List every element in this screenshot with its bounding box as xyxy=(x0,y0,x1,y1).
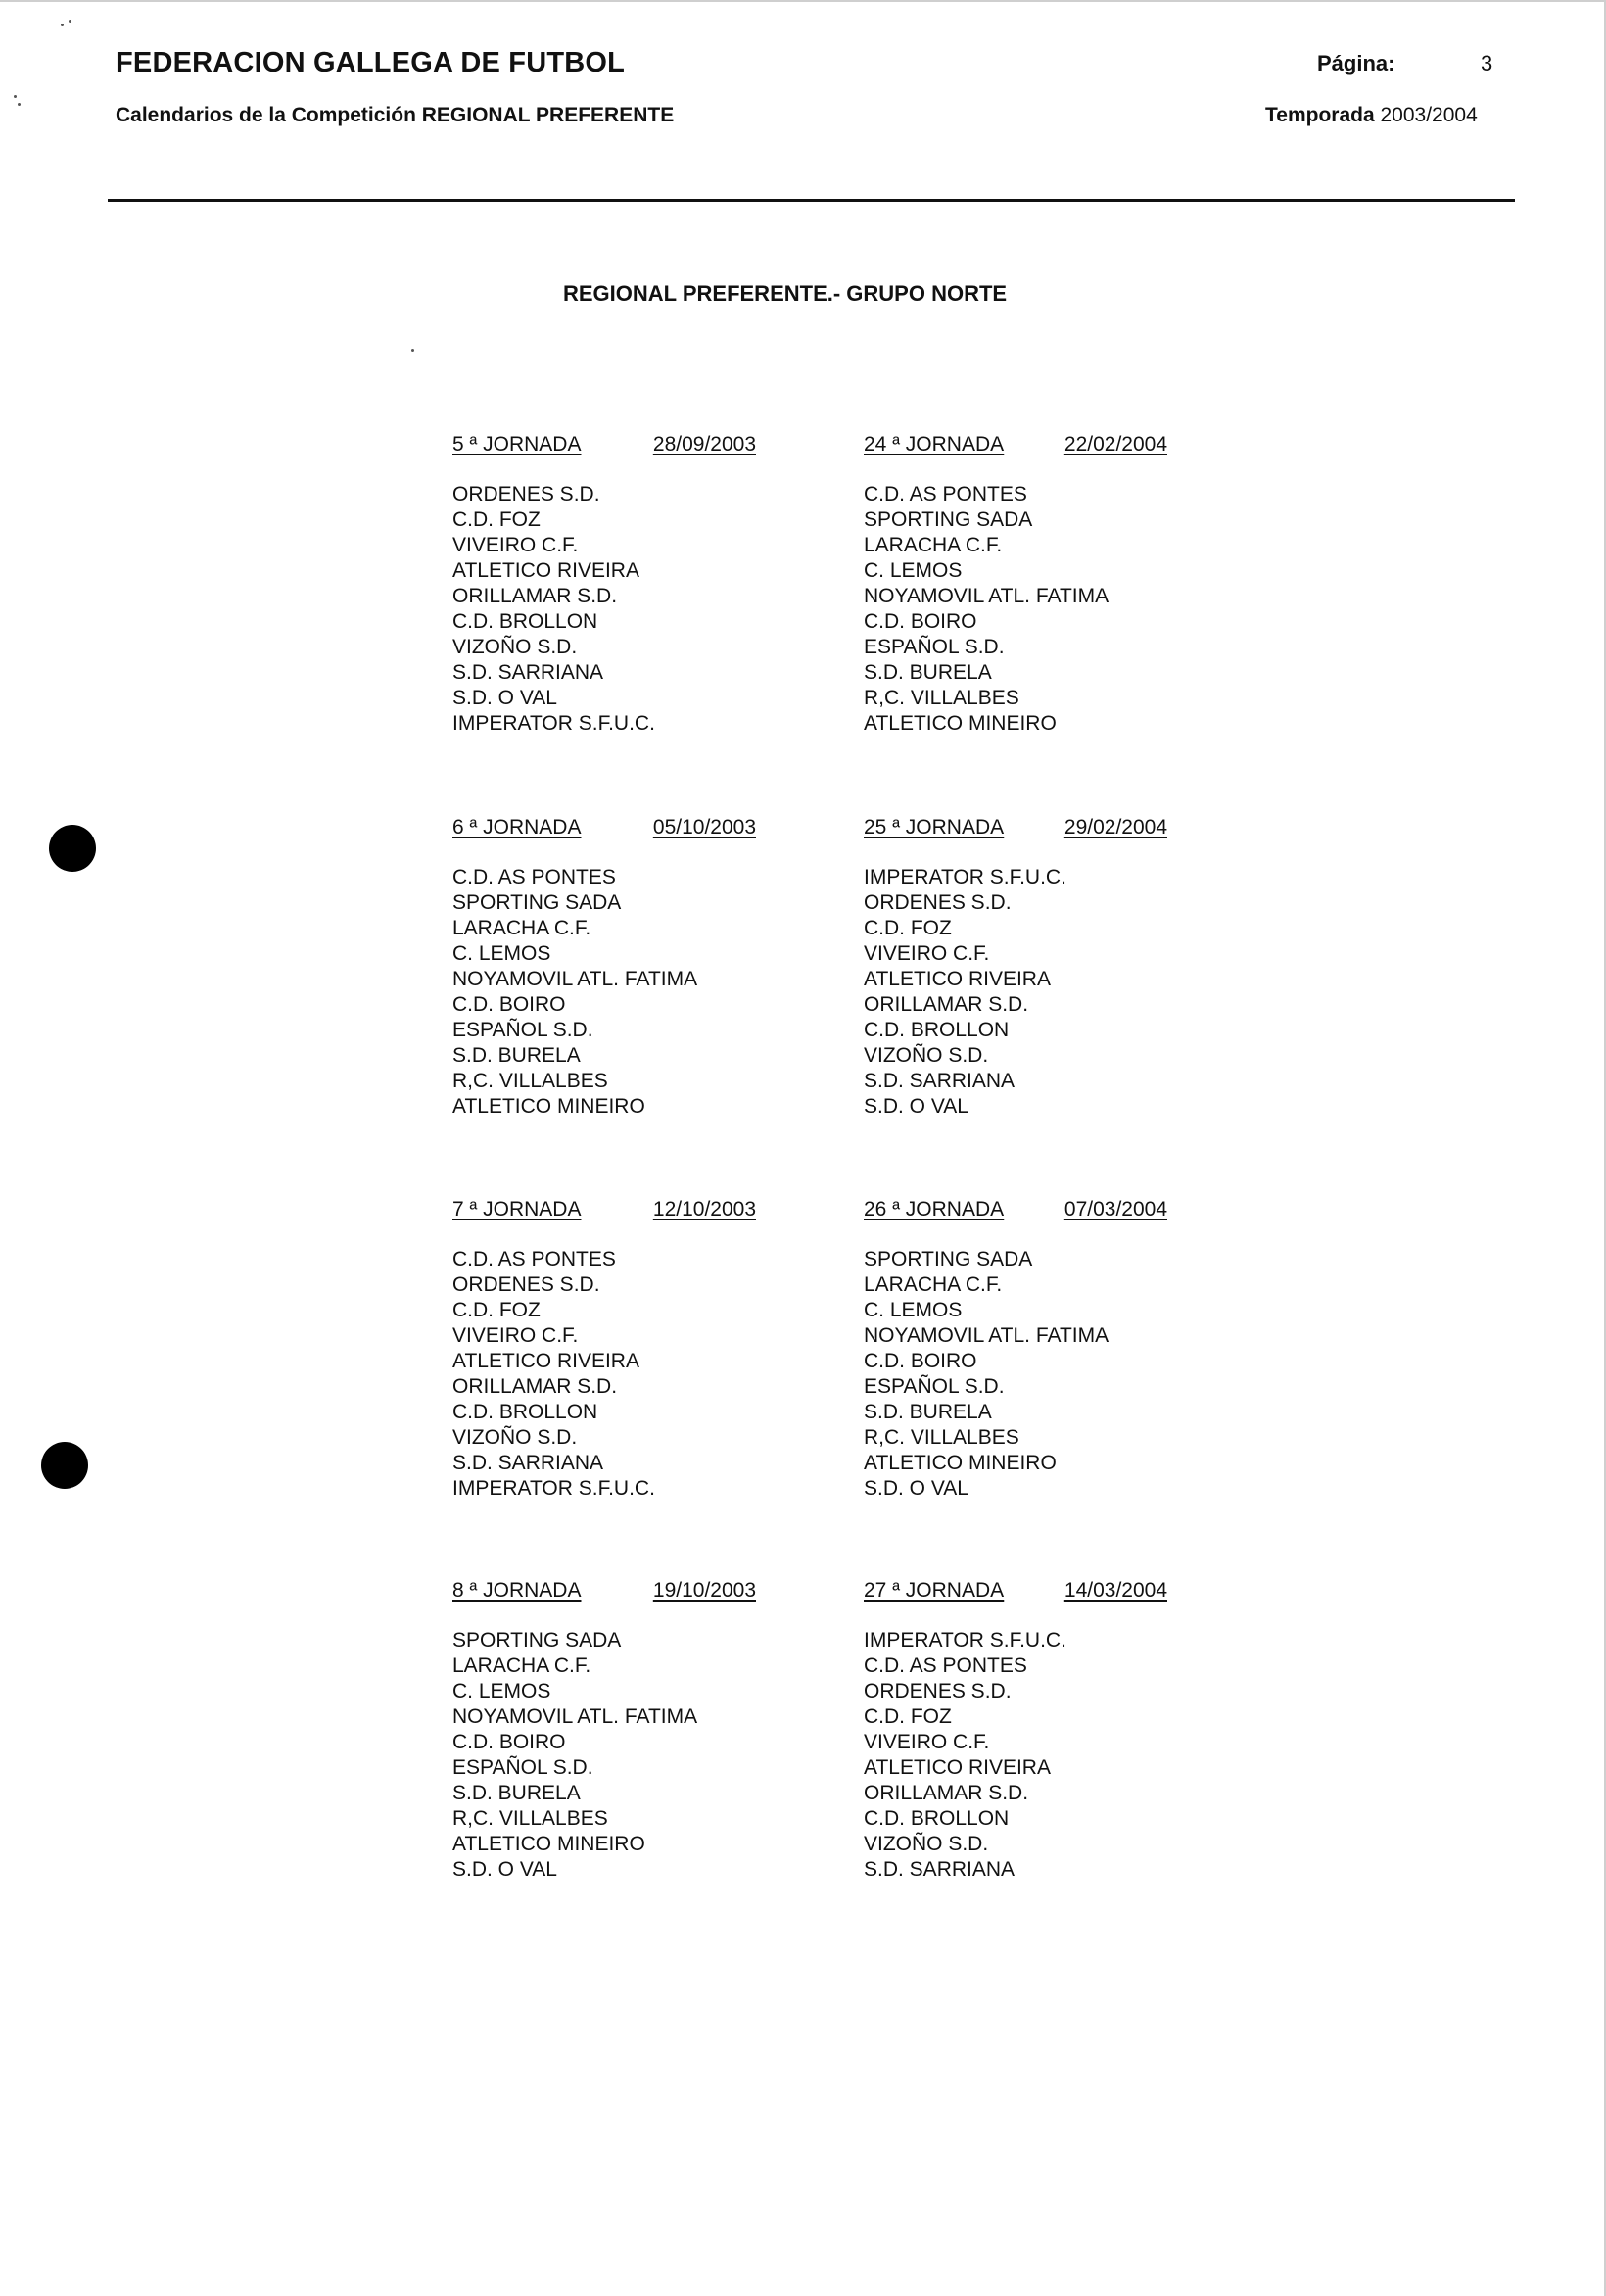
round-name: 24 ª JORNADA xyxy=(864,433,1005,455)
team-name: ORILLAMAR S.D. xyxy=(864,993,1029,1016)
team-name: S.D. SARRIANA xyxy=(452,1452,604,1474)
round-date: 19/10/2003 xyxy=(652,1579,756,1602)
round-header xyxy=(452,433,756,456)
team-name: C.D. BROLLON xyxy=(864,1807,1010,1830)
team-name: C.D. BROLLON xyxy=(864,1019,1010,1041)
scan-speck xyxy=(69,20,71,23)
competition-subtitle: Calendarios de la Competición REGIONAL PREFERENTE xyxy=(116,104,675,126)
round-date: 29/02/2004 xyxy=(1063,816,1167,838)
round-date: 12/10/2003 xyxy=(652,1198,756,1220)
round-date: 07/03/2004 xyxy=(1063,1198,1167,1220)
season xyxy=(1265,104,1478,127)
team-name: NOYAMOVIL ATL. FATIMA xyxy=(864,1324,1110,1347)
team-name: S.D. BURELA xyxy=(452,1044,581,1067)
round-name: 5 ª JORNADA xyxy=(452,433,582,455)
round-header xyxy=(864,1198,1167,1221)
team-name: VIZOÑO S.D. xyxy=(452,636,578,658)
round-block xyxy=(452,1198,756,1502)
organization-title: FEDERACION GALLEGA DE FUTBOL xyxy=(116,47,626,78)
team-name: S.D. O VAL xyxy=(864,1477,968,1500)
round-name: 8 ª JORNADA xyxy=(452,1579,582,1602)
team-list xyxy=(452,1628,756,1883)
round-header xyxy=(864,816,1167,839)
team-list xyxy=(864,1247,1167,1502)
team-name: IMPERATOR S.F.U.C. xyxy=(452,1477,655,1500)
team-name: R,C. VILLALBES xyxy=(452,1807,608,1830)
team-name: C.D. AS PONTES xyxy=(864,1654,1027,1677)
team-name: S.D. SARRIANA xyxy=(864,1858,1016,1881)
team-name: VIVEIRO C.F. xyxy=(452,1324,579,1347)
team-name: ATLETICO MINEIRO xyxy=(864,1452,1057,1474)
team-list xyxy=(452,1247,756,1502)
team-name: ESPAÑOL S.D. xyxy=(452,1019,593,1041)
team-name: VIVEIRO C.F. xyxy=(864,1731,990,1753)
scan-speck xyxy=(14,95,17,98)
punch-hole-mark xyxy=(41,1442,88,1489)
team-name: SPORTING SADA xyxy=(452,891,622,914)
team-name: IMPERATOR S.F.U.C. xyxy=(864,1629,1066,1651)
team-name: ATLETICO MINEIRO xyxy=(452,1095,645,1118)
team-name: C.D. FOZ xyxy=(452,1299,541,1321)
team-name: SPORTING SADA xyxy=(452,1629,622,1651)
team-name: ATLETICO MINEIRO xyxy=(864,712,1057,735)
team-name: ORDENES S.D. xyxy=(452,1273,600,1296)
team-name: C. LEMOS xyxy=(452,1680,551,1702)
team-name: S.D. BURELA xyxy=(864,661,992,684)
team-name: C. LEMOS xyxy=(452,942,551,965)
round-block xyxy=(452,433,756,737)
team-name: C.D. BROLLON xyxy=(452,1401,598,1423)
team-name: C.D. BROLLON xyxy=(452,610,598,633)
round-name: 25 ª JORNADA xyxy=(864,816,1005,838)
scan-speck xyxy=(411,349,414,352)
round-block xyxy=(452,1579,756,1883)
team-name: VIVEIRO C.F. xyxy=(864,942,990,965)
round-date: 14/03/2004 xyxy=(1063,1579,1167,1602)
round-name: 7 ª JORNADA xyxy=(452,1198,582,1220)
group-title: REGIONAL PREFERENTE.- GRUPO NORTE xyxy=(563,281,1008,306)
round-block xyxy=(864,433,1167,737)
team-list xyxy=(452,865,756,1120)
team-name: SPORTING SADA xyxy=(864,1248,1033,1270)
team-name: C.D. FOZ xyxy=(452,508,541,531)
team-name: VIZOÑO S.D. xyxy=(452,1426,578,1449)
team-name: ATLETICO RIVEIRA xyxy=(864,1756,1051,1779)
scan-speck xyxy=(18,103,21,106)
team-name: C.D. BOIRO xyxy=(452,1731,566,1753)
team-name: S.D. SARRIANA xyxy=(452,661,604,684)
team-name: S.D. BURELA xyxy=(452,1782,581,1804)
round-header xyxy=(452,1579,756,1602)
team-name: IMPERATOR S.F.U.C. xyxy=(452,712,655,735)
team-name: ORILLAMAR S.D. xyxy=(452,1375,618,1398)
team-name: C.D. AS PONTES xyxy=(452,1248,616,1270)
round-block xyxy=(864,1579,1167,1883)
punch-hole-mark xyxy=(49,825,96,872)
team-name: ORILLAMAR S.D. xyxy=(864,1782,1029,1804)
team-name: ESPAÑOL S.D. xyxy=(864,636,1005,658)
team-name: SPORTING SADA xyxy=(864,508,1033,531)
team-name: LARACHA C.F. xyxy=(452,1654,591,1677)
team-name: S.D. BURELA xyxy=(864,1401,992,1423)
team-name: C.D. AS PONTES xyxy=(452,866,616,888)
round-date: 22/02/2004 xyxy=(1063,433,1167,455)
team-name: C.D. AS PONTES xyxy=(864,483,1027,505)
team-name: C. LEMOS xyxy=(864,1299,963,1321)
team-list xyxy=(864,1628,1167,1883)
round-block xyxy=(452,816,756,1120)
team-name: C.D. BOIRO xyxy=(864,610,977,633)
team-name: VIVEIRO C.F. xyxy=(452,534,579,556)
team-name: ATLETICO RIVEIRA xyxy=(452,1350,639,1372)
team-name: ATLETICO RIVEIRA xyxy=(452,559,639,582)
team-name: IMPERATOR S.F.U.C. xyxy=(864,866,1066,888)
round-header xyxy=(452,816,756,839)
round-header xyxy=(864,433,1167,456)
team-name: VIZOÑO S.D. xyxy=(864,1833,989,1855)
team-list xyxy=(864,482,1167,737)
round-header xyxy=(864,1579,1167,1602)
team-list xyxy=(452,482,756,737)
team-name: R,C. VILLALBES xyxy=(864,1426,1019,1449)
team-name: ESPAÑOL S.D. xyxy=(452,1756,593,1779)
team-name: ORDENES S.D. xyxy=(864,1680,1012,1702)
team-name: C.D. BOIRO xyxy=(452,993,566,1016)
team-name: S.D. SARRIANA xyxy=(864,1070,1016,1092)
round-date: 28/09/2003 xyxy=(652,433,756,455)
team-name: C.D. FOZ xyxy=(864,1705,952,1728)
team-name: S.D. O VAL xyxy=(452,1858,557,1881)
team-list xyxy=(864,865,1167,1120)
team-name: C.D. BOIRO xyxy=(864,1350,977,1372)
team-name: ESPAÑOL S.D. xyxy=(864,1375,1005,1398)
round-header xyxy=(452,1198,756,1221)
team-name: LARACHA C.F. xyxy=(452,917,591,939)
team-name: C.D. FOZ xyxy=(864,917,952,939)
team-name: ATLETICO RIVEIRA xyxy=(864,968,1051,990)
team-name: ORILLAMAR S.D. xyxy=(452,585,618,607)
team-name: C. LEMOS xyxy=(864,559,963,582)
team-name: LARACHA C.F. xyxy=(864,534,1003,556)
header-divider xyxy=(108,199,1515,202)
team-name: ORDENES S.D. xyxy=(452,483,600,505)
team-name: R,C. VILLALBES xyxy=(864,687,1019,709)
season-label: Temporada xyxy=(1265,104,1375,126)
team-name: NOYAMOVIL ATL. FATIMA xyxy=(864,585,1110,607)
team-name: NOYAMOVIL ATL. FATIMA xyxy=(452,1705,698,1728)
round-date: 05/10/2003 xyxy=(652,816,756,838)
round-name: 26 ª JORNADA xyxy=(864,1198,1005,1220)
team-name: LARACHA C.F. xyxy=(864,1273,1003,1296)
round-block xyxy=(864,816,1167,1120)
round-block xyxy=(864,1198,1167,1502)
team-name: VIZOÑO S.D. xyxy=(864,1044,989,1067)
round-name: 6 ª JORNADA xyxy=(452,816,582,838)
page-number: 3 xyxy=(1481,51,1493,75)
season-value: 2003/2004 xyxy=(1380,104,1478,126)
team-name: S.D. O VAL xyxy=(864,1095,968,1118)
page-label: Página: xyxy=(1317,51,1395,75)
team-name: ATLETICO MINEIRO xyxy=(452,1833,645,1855)
scan-speck xyxy=(61,24,64,26)
team-name: R,C. VILLALBES xyxy=(452,1070,608,1092)
team-name: ORDENES S.D. xyxy=(864,891,1012,914)
team-name: NOYAMOVIL ATL. FATIMA xyxy=(452,968,698,990)
team-name: S.D. O VAL xyxy=(452,687,557,709)
round-name: 27 ª JORNADA xyxy=(864,1579,1005,1602)
